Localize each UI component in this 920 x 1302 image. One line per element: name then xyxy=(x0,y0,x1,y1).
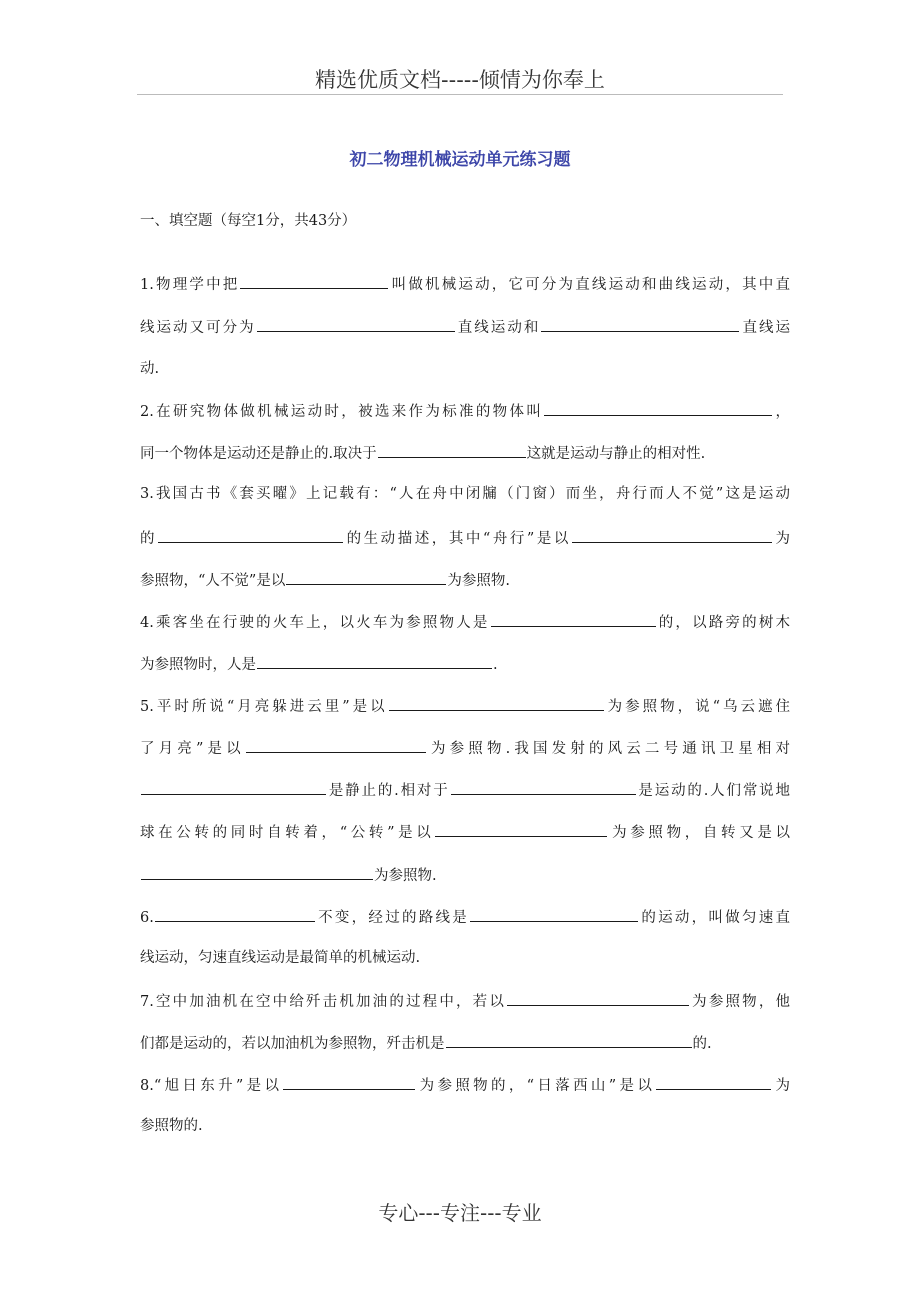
question-7-line-1: 7.空中加油机在空中给歼击机加油的过程中，若以 为参照物，他 xyxy=(140,990,790,1012)
blank xyxy=(470,906,638,922)
section-heading: 一、填空题（每空1分，共43分） xyxy=(140,213,357,229)
page-header: 精选优质文档-----倾情为你奉上 xyxy=(315,68,605,92)
blank xyxy=(541,316,739,332)
question-8-line-1: 8.“旭日东升”是以 为参照物的，“日落西山”是以 为 xyxy=(140,1074,790,1096)
question-1-line-2: 线运动又可分为 直线运动和 直线运 xyxy=(140,316,790,338)
question-6-line-1: 6. 不变，经过的路线是 的运动，叫做匀速直 xyxy=(140,906,790,928)
blank xyxy=(446,1032,692,1048)
question-2-line-2: 同一个物体是运动还是静止的.取决于 这就是运动与静止的相对性. xyxy=(140,442,790,464)
blank xyxy=(141,864,373,880)
blank xyxy=(141,779,326,795)
blank xyxy=(544,400,772,416)
question-4-line-1: 4.乘客坐在行驶的火车上，以火车为参照物人是 的，以路旁的树木 xyxy=(140,611,790,633)
blank xyxy=(286,569,446,585)
blank xyxy=(158,527,343,543)
question-5-line-5: 为参照物. xyxy=(140,864,790,886)
question-5-line-1: 5.平时所说“月亮躲进云里”是以 为参照物，说“乌云遮住 xyxy=(140,695,790,717)
blank xyxy=(491,611,656,627)
blank xyxy=(656,1074,771,1090)
question-6-line-2: 线运动，匀速直线运动是最简单的机械运动. xyxy=(140,950,421,966)
page-title: 初二物理机械运动单元练习题 xyxy=(349,150,571,170)
question-8-line-2: 参照物的. xyxy=(140,1118,203,1134)
blank xyxy=(507,990,689,1006)
question-3-line-2: 的 的生动描述，其中“舟行”是以 为 xyxy=(140,527,790,549)
blank xyxy=(451,779,636,795)
question-3-line-3: 参照物，“人不觉”是以 为参照物. xyxy=(140,569,790,591)
question-7-line-2: 们都是运动的，若以加油机为参照物，歼击机是 的. xyxy=(140,1032,790,1054)
page-footer: 专心---专注---专业 xyxy=(378,1201,542,1225)
question-2-line-1: 2.在研究物体做机械运动时，被选来作为标准的物体叫 ， xyxy=(140,400,790,422)
blank xyxy=(240,273,388,289)
blank xyxy=(257,653,492,669)
blank xyxy=(257,316,455,332)
question-3-line-1: 3.我国古书《套买曜》上记载有：“人在舟中闭牖（门窗）而坐，舟行而人不觉”这是运动 xyxy=(140,486,790,502)
question-1-line-1: 1.物理学中把 叫做机械运动，它可分为直线运动和曲线运动，其中直 xyxy=(140,273,790,295)
question-4-line-2: 为参照物时，人是 . xyxy=(140,653,790,675)
blank xyxy=(246,737,426,753)
blank xyxy=(283,1074,415,1090)
blank xyxy=(378,442,526,458)
blank xyxy=(572,527,772,543)
blank xyxy=(435,821,607,837)
question-5-line-2: 了月亮”是以 为参照物.我国发射的风云二号通讯卫星相对 xyxy=(140,737,790,759)
question-5-line-4: 球在公转的同时自转着，“公转”是以 为参照物，自转又是以 xyxy=(140,821,790,843)
question-5-line-3: 是静止的.相对于 是运动的.人们常说地 xyxy=(140,779,790,801)
blank xyxy=(389,695,604,711)
question-1-line-3: 动. xyxy=(140,361,160,377)
header-divider xyxy=(137,94,783,95)
blank xyxy=(155,906,315,922)
